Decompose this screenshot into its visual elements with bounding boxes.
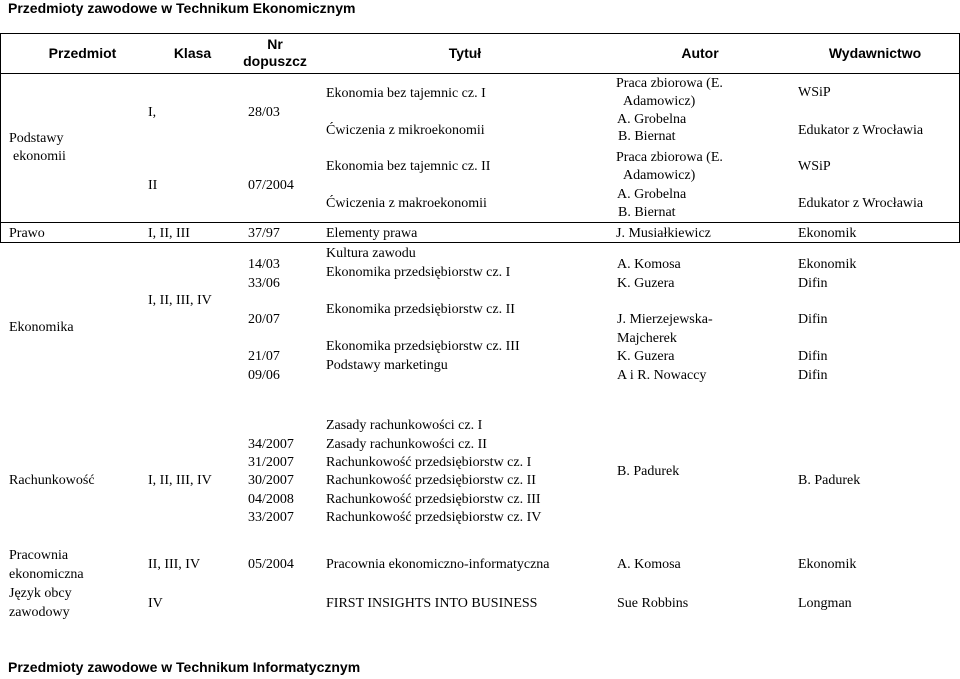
subject-line: Język obcy xyxy=(9,586,72,601)
klasa-cell: II xyxy=(148,178,158,193)
author-cell: A. Komosa xyxy=(617,257,681,272)
nr-cell: 34/2007 xyxy=(248,437,294,452)
author-cell: Adamowicz) xyxy=(623,94,696,109)
publisher-cell: Edukator z Wrocławia xyxy=(798,196,924,211)
nr-cell: 33/06 xyxy=(248,276,280,291)
header-wydawnictwo: Wydawnictwo xyxy=(828,45,922,61)
title-cell: Zasady rachunkowości cz. I xyxy=(326,418,483,433)
klasa-cell: I, II, III, IV xyxy=(148,293,212,308)
subject-line: zawodowy xyxy=(9,605,70,620)
header-bottom-line xyxy=(0,73,960,74)
title-cell: Ekonomia bez tajemnic cz. I xyxy=(326,86,486,101)
subject-cell: Rachunkowość xyxy=(9,473,95,488)
author-cell: K. Guzera xyxy=(617,349,675,364)
nr-cell: 20/07 xyxy=(248,312,280,327)
title-cell: FIRST INSIGHTS INTO BUSINESS xyxy=(326,596,538,611)
klasa-cell: IV xyxy=(148,596,163,611)
nr-cell: 28/03 xyxy=(248,105,280,120)
author-cell: B. Padurek xyxy=(617,464,680,479)
subject-line: Pracownia xyxy=(9,548,69,563)
title-cell: Zasady rachunkowości cz. II xyxy=(326,437,487,452)
header-nr-line1: Nr xyxy=(267,36,283,52)
title-cell: Ekonomika przedsiębiorstw cz. III xyxy=(326,339,520,354)
title-cell: Rachunkowość przedsiębiorstw cz. III xyxy=(326,492,541,507)
publisher-cell: Edukator z Wrocławia xyxy=(798,123,924,138)
author-cell: A. Grobelna xyxy=(617,112,687,127)
publisher-cell: Longman xyxy=(798,596,852,611)
author-cell: J. Mierzejewska- xyxy=(617,312,713,327)
nr-cell: 31/2007 xyxy=(248,455,294,470)
nr-cell: 33/2007 xyxy=(248,510,294,525)
author-cell: Praca zbiorowa (E. xyxy=(616,76,723,91)
title-cell: Elementy prawa xyxy=(326,226,418,241)
nr-cell: 37/97 xyxy=(248,226,280,241)
subject-podstawy-line1: Podstawy xyxy=(9,131,64,146)
title-cell: Rachunkowość przedsiębiorstw cz. IV xyxy=(326,510,542,525)
publisher-cell: Ekonomik xyxy=(798,557,857,572)
publisher-cell: Difin xyxy=(798,312,828,327)
nr-cell: 05/2004 xyxy=(248,557,294,572)
author-cell: A i R. Nowaccy xyxy=(617,368,707,383)
author-cell: Adamowicz) xyxy=(623,168,696,183)
subject-line: ekonomiczna xyxy=(9,567,84,582)
author-cell: A. Grobelna xyxy=(617,187,687,202)
klasa-cell: I, II, III, IV xyxy=(148,473,212,488)
author-cell: J. Musiałkiewicz xyxy=(616,226,711,241)
title-cell: Ekonomika przedsiębiorstw cz. I xyxy=(326,265,511,280)
publisher-cell: Ekonomik xyxy=(798,257,857,272)
author-cell: A. Komosa xyxy=(617,557,681,572)
title-cell: Rachunkowość przedsiębiorstw cz. II xyxy=(326,473,536,488)
subject-cell: Ekonomika xyxy=(9,320,74,335)
header-tytul: Tytuł xyxy=(448,45,482,61)
nr-cell: 09/06 xyxy=(248,368,280,383)
header-nr-line2: dopuszcz xyxy=(243,53,307,69)
publisher-cell: WSiP xyxy=(798,159,831,174)
klasa-cell: II, III, IV xyxy=(148,557,201,572)
title-cell: Kultura zawodu xyxy=(326,246,416,261)
publisher-cell: Ekonomik xyxy=(798,226,857,241)
subject-cell: Prawo xyxy=(9,226,45,241)
podstawy-bottom-line xyxy=(0,222,960,223)
publisher-cell: Difin xyxy=(798,368,828,383)
title-cell: Ekonomika przedsiębiorstw cz. II xyxy=(326,302,515,317)
title-cell: Ekonomia bez tajemnic cz. II xyxy=(326,159,491,174)
nr-cell: 21/07 xyxy=(248,349,280,364)
author-cell: Praca zbiorowa (E. xyxy=(616,150,723,165)
nr-cell: 04/2008 xyxy=(248,492,294,507)
title-cell: Rachunkowość przedsiębiorstw cz. I xyxy=(326,455,532,470)
grid-top-line xyxy=(0,33,960,34)
klasa-cell: I, II, III xyxy=(148,226,190,241)
prawo-bottom-line xyxy=(0,242,960,243)
title-cell: Pracownia ekonomiczno-informatyczna xyxy=(326,557,550,572)
publisher-cell: Difin xyxy=(798,276,828,291)
page-title: Przedmioty zawodowe w Technikum Ekonomicznym xyxy=(8,0,356,16)
header-przedmiot: Przedmiot xyxy=(48,45,117,61)
publisher-cell: Difin xyxy=(798,349,828,364)
title-cell: Podstawy marketingu xyxy=(326,358,448,373)
publisher-cell: WSiP xyxy=(798,85,831,100)
nr-cell: 30/2007 xyxy=(248,473,294,488)
nr-cell: 14/03 xyxy=(248,257,280,272)
header-autor: Autor xyxy=(681,45,719,61)
footer-title: Przedmioty zawodowe w Technikum Informatycznym xyxy=(8,659,361,675)
author-cell: K. Guzera xyxy=(617,276,675,291)
klasa-cell: I, xyxy=(148,105,157,120)
nr-cell: 07/2004 xyxy=(248,178,294,193)
header-klasa: Klasa xyxy=(173,45,212,61)
title-cell: Ćwiczenia z makroekonomii xyxy=(326,196,487,211)
grid-left-line xyxy=(0,33,1,243)
title-cell: Ćwiczenia z mikroekonomii xyxy=(326,123,485,138)
publisher-cell: B. Padurek xyxy=(798,473,861,488)
author-cell: B. Biernat xyxy=(618,129,676,144)
subject-podstawy-line2: ekonomii xyxy=(13,149,66,164)
author-cell: B. Biernat xyxy=(618,205,676,220)
author-cell: Sue Robbins xyxy=(617,596,689,611)
author-cell: Majcherek xyxy=(617,331,677,346)
